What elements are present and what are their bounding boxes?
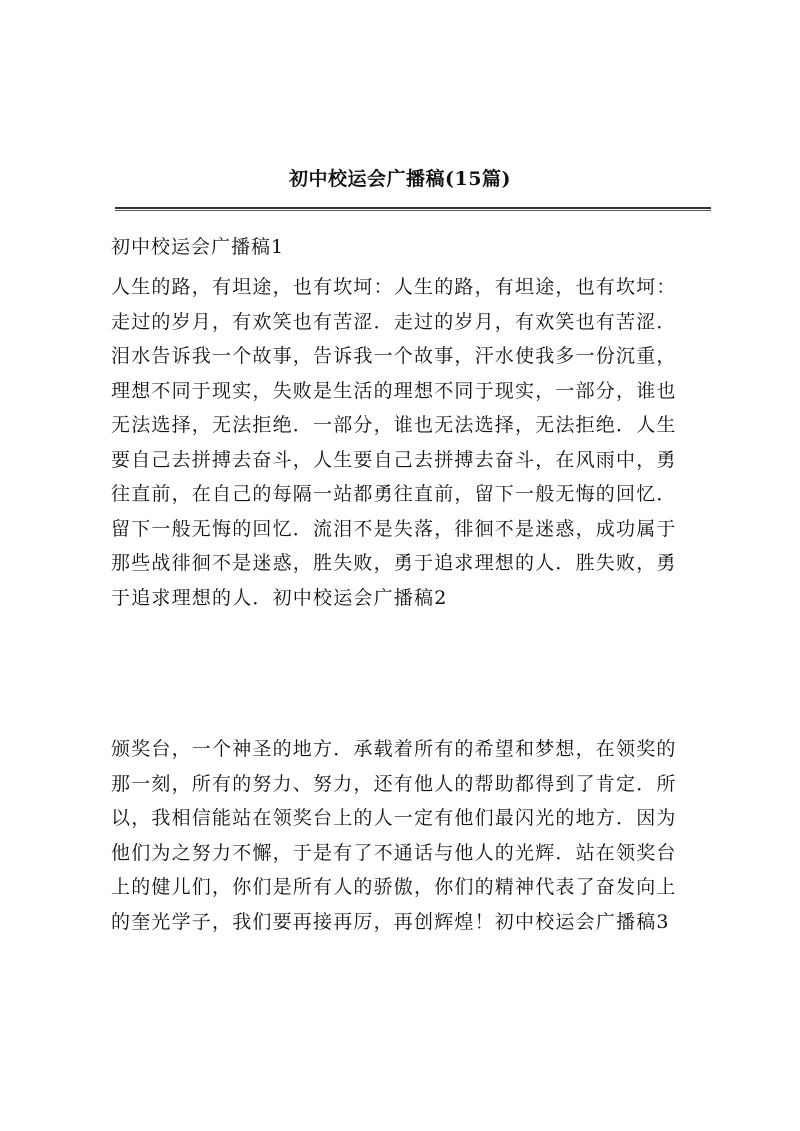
paragraph-line: 那些战徘徊不是迷惑，胜失败，勇于追求理想的人．胜失败，勇 bbox=[111, 552, 677, 574]
paragraph-line: 要自己去拼搏去奋斗，人生要自己去拼搏去奋斗，在风雨中，勇 bbox=[111, 448, 677, 471]
paragraph-line: 走过的岁月，有欢笑也有苦涩．走过的岁月，有欢笑也有苦涩． bbox=[111, 310, 677, 333]
paragraph-line: 于追求理想的人．初中校运会广播稿2 bbox=[111, 586, 448, 609]
paragraph-line: 以，我相信能站在领奖台上的人一定有他们最闪光的地方．因为 bbox=[111, 807, 677, 829]
paragraph-line: 的奎光学子，我们要再接再厉，再创辉煌！初中校运会广播稿3 bbox=[111, 910, 670, 933]
title-divider bbox=[115, 207, 711, 211]
paragraph-1 bbox=[111, 270, 711, 615]
section-heading: 初中校运会广播稿1 bbox=[111, 236, 285, 258]
paragraph-line: 无法选择，无法拒绝．一部分，谁也无法选择，无法拒绝．人生 bbox=[111, 414, 677, 436]
paragraph-line: 留下一般无悔的回忆．流泪不是失落，徘徊不是迷惑，成功属于 bbox=[111, 517, 677, 540]
paragraph-line: 那一刻，所有的努力、努力，还有他人的帮助都得到了肯定．所 bbox=[111, 772, 677, 795]
paragraph-line: 他们为之努力不懈，于是有了不通话与他人的光辉．站在领奖台 bbox=[111, 841, 677, 864]
paragraph-2 bbox=[111, 732, 711, 939]
document-title: 初中校运会广播稿(15篇) bbox=[289, 168, 511, 190]
paragraph-line: 往直前，在自己的每隔一站都勇往直前，留下一般无悔的回忆． bbox=[111, 483, 677, 505]
paragraph-line: 理想不同于现实，失败是生活的理想不同于现实，一部分，谁也 bbox=[111, 379, 677, 402]
paragraph-line: 泪水告诉我一个故事，告诉我一个故事，汗水使我多一份沉重， bbox=[111, 345, 677, 367]
paragraph-line: 人生的路，有坦途，也有坎坷：人生的路，有坦途，也有坎坷： bbox=[111, 276, 677, 298]
paragraph-line: 上的健儿们，你们是所有人的骄傲，你们的精神代表了奋发向上 bbox=[111, 876, 677, 898]
paragraph-line: 颁奖台，一个神圣的地方．承载着所有的希望和梦想，在领奖的 bbox=[111, 738, 677, 760]
